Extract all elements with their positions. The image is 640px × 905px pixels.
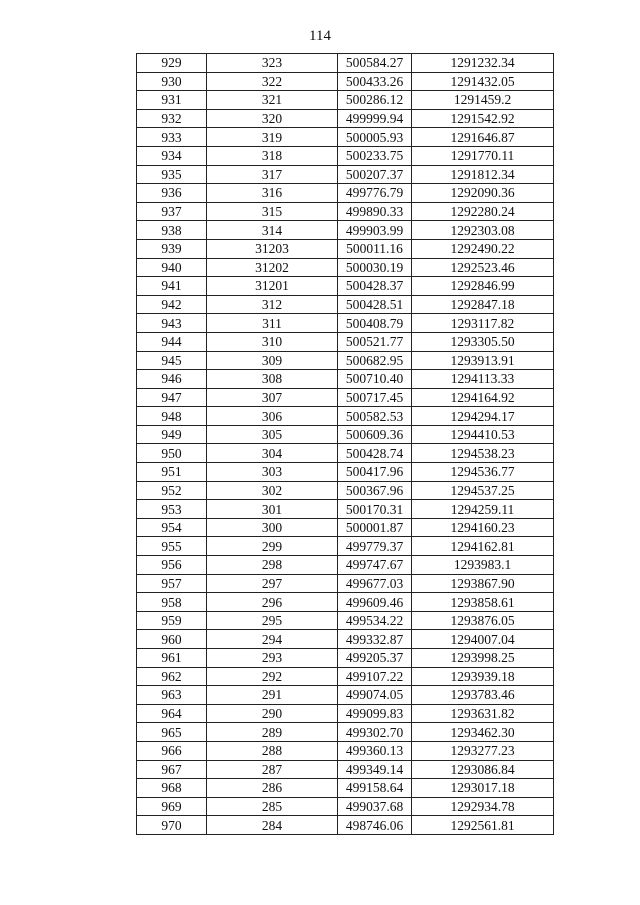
- reference-cell: 288: [207, 741, 338, 760]
- reference-cell: 300: [207, 518, 338, 537]
- point-number-cell: 963: [137, 686, 207, 705]
- table-row: [137, 184, 554, 203]
- reference-cell: 320: [207, 109, 338, 128]
- table-row: [137, 128, 554, 147]
- reference-cell: 293: [207, 649, 338, 668]
- reference-cell: 312: [207, 295, 338, 314]
- y-coordinate-cell: 1292490.22: [412, 239, 554, 258]
- y-coordinate-cell: 1293783.46: [412, 686, 554, 705]
- point-number-cell: 931: [137, 91, 207, 110]
- x-coordinate-cell: 500717.45: [338, 388, 412, 407]
- y-coordinate-cell: 1292561.81: [412, 816, 554, 835]
- x-coordinate-cell: 500609.36: [338, 425, 412, 444]
- x-coordinate-cell: 499999.94: [338, 109, 412, 128]
- x-coordinate-cell: 499099.83: [338, 704, 412, 723]
- reference-cell: 321: [207, 91, 338, 110]
- point-number-cell: 960: [137, 630, 207, 649]
- page-number: 114: [309, 28, 331, 44]
- point-number-cell: 929: [137, 54, 207, 73]
- table-row: [137, 425, 554, 444]
- point-number-cell: 958: [137, 593, 207, 612]
- point-number-cell: 954: [137, 518, 207, 537]
- table-row: [137, 463, 554, 482]
- table-row: [137, 146, 554, 165]
- x-coordinate-cell: 499776.79: [338, 184, 412, 203]
- reference-cell: 310: [207, 332, 338, 351]
- table-row: [137, 72, 554, 91]
- table-row: [137, 295, 554, 314]
- reference-cell: 286: [207, 779, 338, 798]
- point-number-cell: 965: [137, 723, 207, 742]
- point-number-cell: 961: [137, 649, 207, 668]
- reference-cell: 322: [207, 72, 338, 91]
- y-coordinate-cell: 1293305.50: [412, 332, 554, 351]
- coordinates-table: [136, 53, 554, 835]
- point-number-cell: 934: [137, 146, 207, 165]
- table-row: [137, 109, 554, 128]
- x-coordinate-cell: 500286.12: [338, 91, 412, 110]
- x-coordinate-cell: 498746.06: [338, 816, 412, 835]
- point-number-cell: 933: [137, 128, 207, 147]
- point-number-cell: 950: [137, 444, 207, 463]
- reference-cell: 31202: [207, 258, 338, 277]
- point-number-cell: 932: [137, 109, 207, 128]
- table-row: [137, 593, 554, 612]
- table-row: [137, 741, 554, 760]
- point-number-cell: 943: [137, 314, 207, 333]
- reference-cell: 314: [207, 221, 338, 240]
- x-coordinate-cell: 499609.46: [338, 593, 412, 612]
- x-coordinate-cell: 499360.13: [338, 741, 412, 760]
- y-coordinate-cell: 1293017.18: [412, 779, 554, 798]
- y-coordinate-cell: 1293117.82: [412, 314, 554, 333]
- y-coordinate-cell: 1293858.61: [412, 593, 554, 612]
- reference-cell: 309: [207, 351, 338, 370]
- table-row: [137, 481, 554, 500]
- table-row: [137, 202, 554, 221]
- reference-cell: 294: [207, 630, 338, 649]
- table-row: [137, 239, 554, 258]
- point-number-cell: 959: [137, 611, 207, 630]
- reference-cell: 317: [207, 165, 338, 184]
- y-coordinate-cell: 1291770.11: [412, 146, 554, 165]
- point-number-cell: 953: [137, 500, 207, 519]
- y-coordinate-cell: 1294113.33: [412, 370, 554, 389]
- x-coordinate-cell: 499534.22: [338, 611, 412, 630]
- point-number-cell: 948: [137, 407, 207, 426]
- x-coordinate-cell: 500233.75: [338, 146, 412, 165]
- y-coordinate-cell: 1292090.36: [412, 184, 554, 203]
- x-coordinate-cell: 499205.37: [338, 649, 412, 668]
- point-number-cell: 937: [137, 202, 207, 221]
- y-coordinate-cell: 1293876.05: [412, 611, 554, 630]
- x-coordinate-cell: 499332.87: [338, 630, 412, 649]
- table-row: [137, 797, 554, 816]
- y-coordinate-cell: 1294160.23: [412, 518, 554, 537]
- table-row: [137, 816, 554, 835]
- point-number-cell: 939: [137, 239, 207, 258]
- reference-cell: 299: [207, 537, 338, 556]
- table-row: [137, 779, 554, 798]
- table-body: [137, 54, 554, 835]
- x-coordinate-cell: 499107.22: [338, 667, 412, 686]
- x-coordinate-cell: 499747.67: [338, 556, 412, 575]
- point-number-cell: 949: [137, 425, 207, 444]
- x-coordinate-cell: 499302.70: [338, 723, 412, 742]
- y-coordinate-cell: 1293998.25: [412, 649, 554, 668]
- point-number-cell: 957: [137, 574, 207, 593]
- x-coordinate-cell: 500417.96: [338, 463, 412, 482]
- x-coordinate-cell: 500170.31: [338, 500, 412, 519]
- y-coordinate-cell: 1294259.11: [412, 500, 554, 519]
- reference-cell: 308: [207, 370, 338, 389]
- reference-cell: 323: [207, 54, 338, 73]
- table-row: [137, 388, 554, 407]
- table-row: [137, 760, 554, 779]
- reference-cell: 307: [207, 388, 338, 407]
- table-row: [137, 649, 554, 668]
- y-coordinate-cell: 1294537.25: [412, 481, 554, 500]
- x-coordinate-cell: 499074.05: [338, 686, 412, 705]
- table-row: [137, 630, 554, 649]
- reference-cell: 290: [207, 704, 338, 723]
- x-coordinate-cell: 499677.03: [338, 574, 412, 593]
- y-coordinate-cell: 1292847.18: [412, 295, 554, 314]
- reference-cell: 292: [207, 667, 338, 686]
- table-row: [137, 574, 554, 593]
- table-row: [137, 221, 554, 240]
- point-number-cell: 956: [137, 556, 207, 575]
- x-coordinate-cell: 500207.37: [338, 165, 412, 184]
- y-coordinate-cell: 1292846.99: [412, 277, 554, 296]
- point-number-cell: 946: [137, 370, 207, 389]
- x-coordinate-cell: 500428.74: [338, 444, 412, 463]
- x-coordinate-cell: 500001.87: [338, 518, 412, 537]
- x-coordinate-cell: 500428.51: [338, 295, 412, 314]
- x-coordinate-cell: 500710.40: [338, 370, 412, 389]
- point-number-cell: 935: [137, 165, 207, 184]
- y-coordinate-cell: 1293277.23: [412, 741, 554, 760]
- y-coordinate-cell: 1293867.90: [412, 574, 554, 593]
- reference-cell: 295: [207, 611, 338, 630]
- reference-cell: 284: [207, 816, 338, 835]
- x-coordinate-cell: 500408.79: [338, 314, 412, 333]
- reference-cell: 318: [207, 146, 338, 165]
- y-coordinate-cell: 1293631.82: [412, 704, 554, 723]
- x-coordinate-cell: 500428.37: [338, 277, 412, 296]
- point-number-cell: 955: [137, 537, 207, 556]
- y-coordinate-cell: 1291542.92: [412, 109, 554, 128]
- table-row: [137, 611, 554, 630]
- point-number-cell: 964: [137, 704, 207, 723]
- y-coordinate-cell: 1293939.18: [412, 667, 554, 686]
- reference-cell: 31201: [207, 277, 338, 296]
- table-row: [137, 91, 554, 110]
- x-coordinate-cell: 500011.16: [338, 239, 412, 258]
- table-row: [137, 351, 554, 370]
- x-coordinate-cell: 499890.33: [338, 202, 412, 221]
- y-coordinate-cell: 1294536.77: [412, 463, 554, 482]
- y-coordinate-cell: 1293086.84: [412, 760, 554, 779]
- x-coordinate-cell: 500030.19: [338, 258, 412, 277]
- table-row: [137, 444, 554, 463]
- reference-cell: 291: [207, 686, 338, 705]
- x-coordinate-cell: 500582.53: [338, 407, 412, 426]
- table-row: [137, 332, 554, 351]
- table-row: [137, 54, 554, 73]
- table-row: [137, 723, 554, 742]
- table-row: [137, 667, 554, 686]
- reference-cell: 285: [207, 797, 338, 816]
- y-coordinate-cell: 1294164.92: [412, 388, 554, 407]
- table-row: [137, 370, 554, 389]
- y-coordinate-cell: 1291812.34: [412, 165, 554, 184]
- reference-cell: 287: [207, 760, 338, 779]
- table-row: [137, 500, 554, 519]
- table-row: [137, 704, 554, 723]
- point-number-cell: 969: [137, 797, 207, 816]
- table-row: [137, 314, 554, 333]
- x-coordinate-cell: 499037.68: [338, 797, 412, 816]
- point-number-cell: 944: [137, 332, 207, 351]
- x-coordinate-cell: 500584.27: [338, 54, 412, 73]
- reference-cell: 305: [207, 425, 338, 444]
- y-coordinate-cell: 1291459.2: [412, 91, 554, 110]
- point-number-cell: 962: [137, 667, 207, 686]
- x-coordinate-cell: 500433.26: [338, 72, 412, 91]
- x-coordinate-cell: 500367.96: [338, 481, 412, 500]
- reference-cell: 311: [207, 314, 338, 333]
- y-coordinate-cell: 1292280.24: [412, 202, 554, 221]
- y-coordinate-cell: 1291232.34: [412, 54, 554, 73]
- reference-cell: 298: [207, 556, 338, 575]
- x-coordinate-cell: 499349.14: [338, 760, 412, 779]
- y-coordinate-cell: 1292523.46: [412, 258, 554, 277]
- y-coordinate-cell: 1294007.04: [412, 630, 554, 649]
- reference-cell: 297: [207, 574, 338, 593]
- point-number-cell: 941: [137, 277, 207, 296]
- y-coordinate-cell: 1292303.08: [412, 221, 554, 240]
- x-coordinate-cell: 499779.37: [338, 537, 412, 556]
- point-number-cell: 966: [137, 741, 207, 760]
- reference-cell: 289: [207, 723, 338, 742]
- table-row: [137, 407, 554, 426]
- y-coordinate-cell: 1292934.78: [412, 797, 554, 816]
- point-number-cell: 938: [137, 221, 207, 240]
- point-number-cell: 968: [137, 779, 207, 798]
- table-row: [137, 556, 554, 575]
- table-row: [137, 258, 554, 277]
- reference-cell: 302: [207, 481, 338, 500]
- point-number-cell: 942: [137, 295, 207, 314]
- reference-cell: 301: [207, 500, 338, 519]
- point-number-cell: 940: [137, 258, 207, 277]
- point-number-cell: 952: [137, 481, 207, 500]
- table-row: [137, 277, 554, 296]
- point-number-cell: 947: [137, 388, 207, 407]
- y-coordinate-cell: 1291432.05: [412, 72, 554, 91]
- y-coordinate-cell: 1293462.30: [412, 723, 554, 742]
- y-coordinate-cell: 1294162.81: [412, 537, 554, 556]
- reference-cell: 304: [207, 444, 338, 463]
- x-coordinate-cell: 499158.64: [338, 779, 412, 798]
- reference-cell: 303: [207, 463, 338, 482]
- point-number-cell: 945: [137, 351, 207, 370]
- table-row: [137, 518, 554, 537]
- reference-cell: 315: [207, 202, 338, 221]
- point-number-cell: 967: [137, 760, 207, 779]
- reference-cell: 306: [207, 407, 338, 426]
- table-row: [137, 537, 554, 556]
- point-number-cell: 930: [137, 72, 207, 91]
- point-number-cell: 951: [137, 463, 207, 482]
- x-coordinate-cell: 499903.99: [338, 221, 412, 240]
- point-number-cell: 936: [137, 184, 207, 203]
- reference-cell: 31203: [207, 239, 338, 258]
- y-coordinate-cell: 1294538.23: [412, 444, 554, 463]
- y-coordinate-cell: 1293913.91: [412, 351, 554, 370]
- y-coordinate-cell: 1294410.53: [412, 425, 554, 444]
- x-coordinate-cell: 500005.93: [338, 128, 412, 147]
- y-coordinate-cell: 1294294.17: [412, 407, 554, 426]
- y-coordinate-cell: 1291646.87: [412, 128, 554, 147]
- point-number-cell: 970: [137, 816, 207, 835]
- reference-cell: 296: [207, 593, 338, 612]
- x-coordinate-cell: 500682.95: [338, 351, 412, 370]
- reference-cell: 319: [207, 128, 338, 147]
- reference-cell: 316: [207, 184, 338, 203]
- y-coordinate-cell: 1293983.1: [412, 556, 554, 575]
- table-row: [137, 165, 554, 184]
- x-coordinate-cell: 500521.77: [338, 332, 412, 351]
- table-row: [137, 686, 554, 705]
